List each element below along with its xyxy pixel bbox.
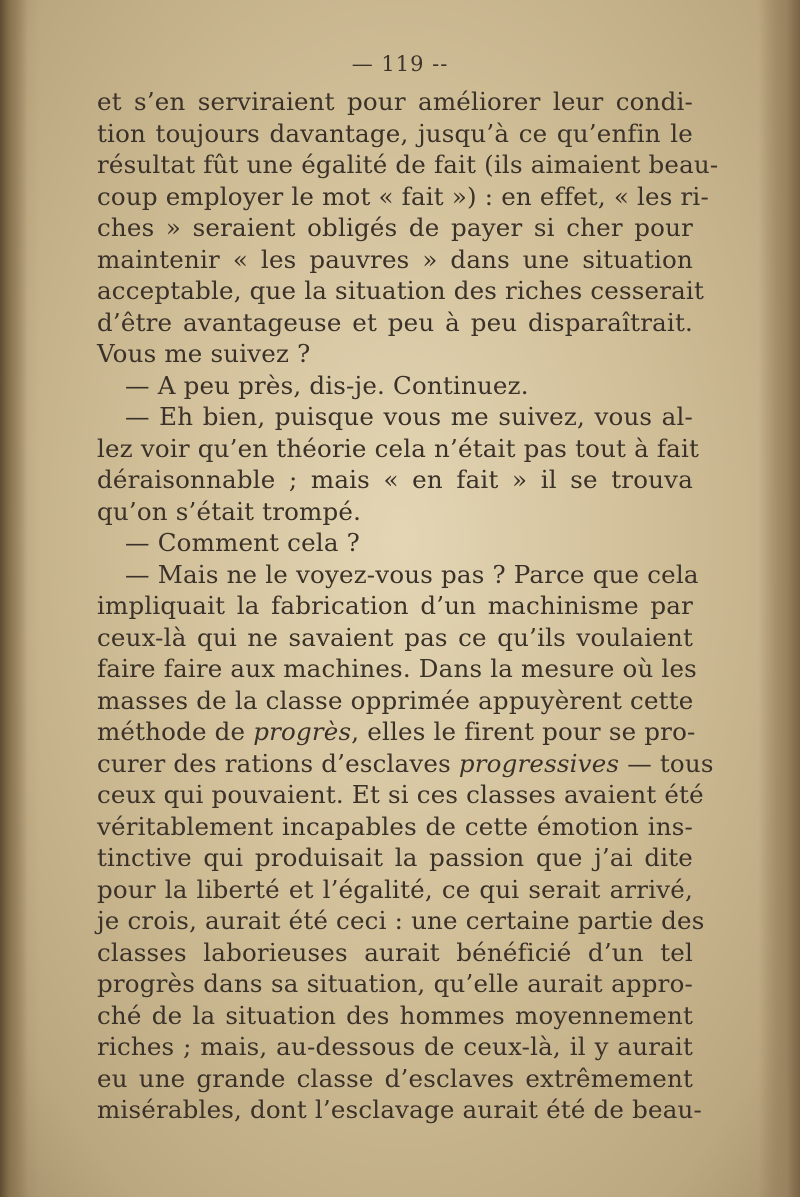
text-line: véritablement incapables de cette émotion ins- [97, 811, 693, 841]
text-line: — A peu près, dis-je. Continuez. [125, 370, 529, 400]
text-line: déraisonnable ; mais « en fait » il se trouva [97, 465, 693, 494]
text-line: — Mais ne le voyez-vous pas ? Parce que cela [125, 559, 699, 589]
text-line: riches ; mais, au-dessous de ceux-là, il y aurait [97, 1032, 693, 1061]
text-line: — Eh bien, puisque vous me suivez, vous al- [125, 402, 693, 431]
italic-word: progrès [253, 717, 352, 746]
italic-word: progressives [458, 748, 620, 778]
text-line: misérables, dont l’esclavage aurait été de beau- [97, 1095, 702, 1124]
text-line: — Comment cela ? [125, 528, 360, 557]
text-line: acceptable, que la situation des riches cesserait [97, 276, 705, 305]
text-line: faire faire aux machines. Dans la mesure où les [97, 654, 697, 683]
text-line [97, 716, 696, 748]
text-line: ceux-là qui ne savaient pas ce qu’ils voulaient [97, 622, 693, 652]
text-line: pour la liberté et l’égalité, ce qui serait arrivé, [97, 874, 693, 904]
text-line: ceux qui pouvaient. Et si ces classes avaient été [97, 780, 704, 809]
text-line: tinctive qui produisait la passion que j’ai dite [97, 843, 693, 872]
text-line: masses de la classe opprimée appuyèrent cette [97, 685, 694, 715]
text-line: ches » seraient obligés de payer si cher pour [97, 213, 693, 242]
text-line: lez voir qu’en théorie cela n’était pas tout à fait [97, 433, 700, 463]
text-segment: — tous [619, 748, 714, 778]
text-line [97, 748, 714, 780]
text-line: Vous me suivez ? [97, 339, 311, 368]
text-line: je crois, aurait été ceci : une certaine partie des [97, 906, 705, 935]
text-segment: curer des rations d’esclaves [97, 748, 459, 778]
text-line: classes laborieuses aurait bénéficié d’un tel [97, 937, 693, 967]
text-line: résultat fût une égalité de fait (ils aimaient beau- [97, 150, 719, 179]
text-line: eu une grande classe d’esclaves extrêmement [97, 1063, 693, 1093]
text-line: d’être avantageuse et peu à peu disparaîtrait. [97, 307, 693, 337]
page-number: — 119 -- [351, 52, 449, 76]
body-text [97, 86, 719, 1126]
text-line: et s’en serviraient pour améliorer leur condi- [97, 87, 693, 116]
text-line: coup employer le mot « fait ») : en effet, « les ri- [97, 181, 709, 211]
text-line: qu’on s’était trompé. [97, 496, 362, 526]
text-segment: , elles le firent pour se pro- [351, 717, 696, 746]
text-line: tion toujours davantage, jusqu’à ce qu’enfin le [97, 118, 693, 148]
text-line: impliquait la fabrication d’un machinisme par [97, 591, 693, 620]
text-segment: méthode de [97, 717, 254, 746]
text-line: maintenir « les pauvres » dans une situation [97, 244, 693, 274]
text-line: ché de la situation des hommes moyennement [97, 1000, 693, 1030]
text-line: progrès dans sa situation, qu’elle aurait appro- [97, 969, 693, 998]
